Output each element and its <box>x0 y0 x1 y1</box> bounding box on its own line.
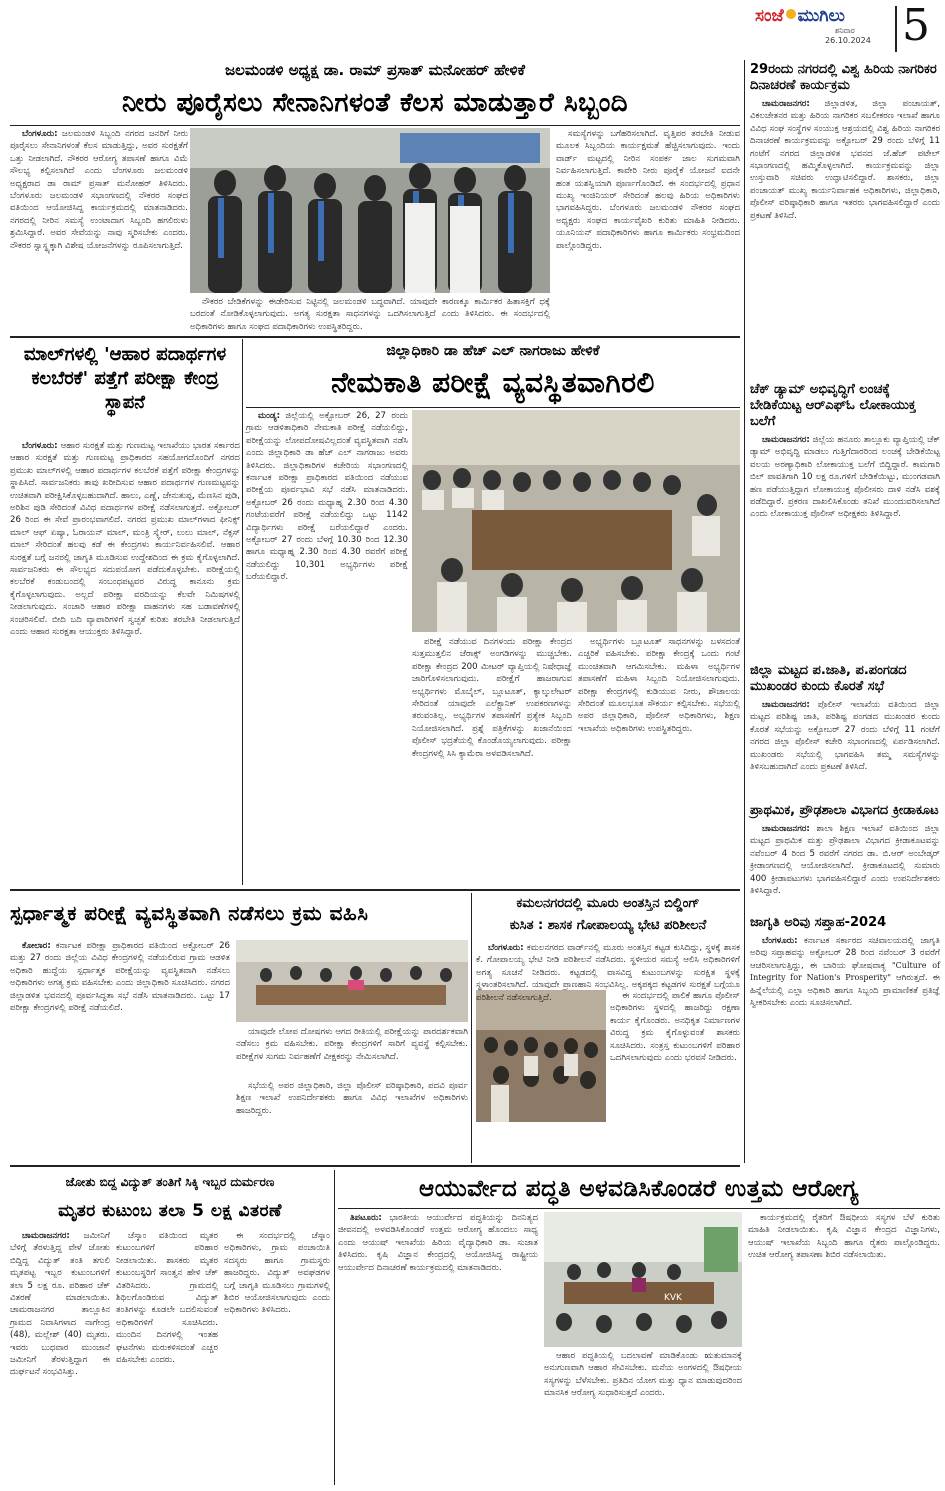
brand-name-red: ಸಂಜೆ <box>755 6 784 26</box>
story1-headline: ನೀರು ಪೂರೈಸಲು ಸೇನಾನಿಗಳಂತೆ ಕೆಲಸ ಮಾಡುತ್ತಾರೆ ಸಿಬ್ಬಂದಿ <box>121 88 629 118</box>
story3-photo <box>412 410 740 632</box>
masthead <box>745 0 945 58</box>
issue-date: 26.10.2024 <box>825 36 871 45</box>
sidebar-s2-headline: ಚೆಕ್ ಡ್ಯಾಮ್ ಅಭಿವೃದ್ಧಿಗೆ ಲಂಚಕ್ಕೆ ಬೇಡಿಕೆಯಿಟ್ಟ ಆರ್‌ಎಫ್‌ಓ ಲೋಕಾಯುಕ್ತ ಬಲೆಗೆ <box>750 382 916 429</box>
story6-col3: ಈ ಸಂದರ್ಭದಲ್ಲಿ ಚೆಸ್ಕಾಂ ಅಧಿಕಾರಿಗಳು, ಗ್ರಾಮ ಪಂಚಾಯಿತಿ ಸದಸ್ಯರು ಹಾಗೂ ಗ್ರಾಮಸ್ಥರು ಹಾಜರಿದ್ದರು. ವಿದ್ಯುತ್ ಅವಘಡಗಳ ಬಗ್ಗೆ ಜಾಗೃತಿ ಮೂಡಿಸಲು ಗ್ರಾಮಗಳಲ್ಲಿ ಶಿಬಿರ ಆಯೋಜಿಸಲಾಗುವುದು ಎಂದು ಅಧಿಕಾರಿಗಳು ತಿಳಿಸಿದರು. <box>224 1231 330 1316</box>
story4-headline: ಸ್ಪರ್ಧಾತ್ಮಕ ಪರೀಕ್ಷೆ ವ್ಯವಸ್ಥಿತವಾಗಿ ನಡೆಸಲು ಕ್ರಮ ವಹಿಸಿ <box>10 901 369 925</box>
sidebar-s3-headline: ಜಿಲ್ಲಾ ಮಟ್ಟದ ಪ.ಜಾತಿ, ಪ.ಪಂಗಡದ ಮುಖಂಡರ ಕುಂದು ಕೊರತೆ ಸಭೆ <box>750 663 907 694</box>
sidebar-s3-body: ಚಾಮರಾಜನಗರ: ಪೊಲೀಸ್ ಇಲಾಖೆಯ ವತಿಯಿಂದ ಜಿಲ್ಲಾ ಮಟ್ಟದ ಪರಿಶಿಷ್ಟ ಜಾತಿ, ಪರಿಶಿಷ್ಟ ಪಂಗಡದ ಮುಖಂಡರ ಕುಂದು ಕೊರತೆ ಸಭೆಯನ್ನು ಅಕ್ಟೋಬರ್ 27 ರಂದು ಬೆಳಿಗ್ಗೆ 11 ಗಂಟೆಗೆ ನಗರದ ಜಿಲ್ಲಾ ಪೊಲೀಸ್ ಕಚೇರಿ ಸಭಾಂಗಣದಲ್ಲಿ ಏರ್ಪಡಿಸಲಾಗಿದೆ. ಮುಖಂಡರು ಸಭೆಯಲ್ಲಿ ಭಾಗವಹಿಸಿ ತಮ್ಮ ಸಮಸ್ಯೆಗಳನ್ನು ತಿಳಿಸಬಹುದಾಗಿದೆ ಎಂದು ಪ್ರಕಟಣೆ ತಿಳಿಸಿದೆ. <box>750 700 940 773</box>
sidebar-s4-headline: ಪ್ರಾಥಮಿಕ, ಪ್ರೌಢಶಾಲಾ ವಿಭಾಗದ ಕ್ರೀಡಾಕೂಟ <box>750 803 939 818</box>
story2-body: ಬೆಂಗಳೂರು: ಆಹಾರ ಸುರಕ್ಷತೆ ಮತ್ತು ಗುಣಮಟ್ಟ ಇಲಾಖೆಯು ಭಾರತ ಸರ್ಕಾರದ ಆಹಾರ ಸುರಕ್ಷತೆ ಮತ್ತು ಗುಣಮಟ್ಟ ಪ್ರಾಧಿಕಾರದ ಸಹಯೋಗದೊಂದಿಗೆ ನಗರದ ಪ್ರಮುಖ ಮಾಲ್‌ಗಳಲ್ಲಿ ಆಹಾರ ಪದಾರ್ಥಗಳ ಕಲಬೆರಕೆ ಪತ್ತೆಗೆ ಪರೀಕ್ಷಾ ಕೇಂದ್ರಗಳನ್ನು ಸ್ಥಾಪಿಸಿದೆ. ಸಾರ್ವಜನಿಕರು ತಾವು ಖರೀದಿಸುವ ಆಹಾರ ಪದಾರ್ಥಗಳ ಗುಣಮಟ್ಟವನ್ನು ಉಚಿತವಾಗಿ ಪರೀಕ್ಷಿಸಿಕೊಳ್ಳಬಹುದಾಗಿದೆ. ಹಾಲು, ಎಣ್ಣೆ, ಜೇನುತುಪ್ಪ, ಮೆಣಸಿನ ಪುಡಿ, ಅರಿಶಿನ ಪುಡಿ ಸೇರಿದಂತೆ ವಿವಿಧ ಪದಾರ್ಥಗಳ ಪರೀಕ್ಷೆ ನಡೆಸಲಾಗುತ್ತದೆ. ಅಕ್ಟೋಬರ್ 26 ರಿಂದ ಈ ಸೇವೆ ಪ್ರಾರಂಭವಾಗಲಿದೆ. ನಗರದ ಪ್ರಮುಖ ಮಾಲ್‌ಗಳಾದ ಫೀನಿಕ್ಸ್ ಮಾಲ್ ಆಫ್ ಏಷ್ಯಾ, ಓರಾಯನ್ ಮಾಲ್, ಮಂತ್ರಿ ಸ್ಕ್ವೇರ್, ಲುಲು ಮಾಲ್, ನೆಕ್ಸಸ್ ಮಾಲ್ ಸೇರಿದಂತೆ ಹಲವು ಕಡೆ ಈ ಕೇಂದ್ರಗಳು ಕಾರ್ಯನಿರ್ವಹಿಸಲಿವೆ. ಆಹಾರ ಸುರಕ್ಷತೆ ಬಗ್ಗೆ ಜನರಲ್ಲಿ ಜಾಗೃತಿ ಮೂಡಿಸುವ ಉದ್ದೇಶದಿಂದ ಈ ಕ್ರಮ ಕೈಗೊಳ್ಳಲಾಗಿದೆ. ಸಾರ್ವಜನಿಕರು ಈ ಸೌಲಭ್ಯದ ಸದುಪಯೋಗ ಪಡೆದುಕೊಳ್ಳಬೇಕು. ಪರೀಕ್ಷೆಯಲ್ಲಿ ಕಲಬೆರಕೆ ಕಂಡುಬಂದಲ್ಲಿ ಸಂಬಂಧಪಟ್ಟವರ ವಿರುದ್ಧ ಕಾನೂನು ಕ್ರಮ ಕೈಗೊಳ್ಳಲಾಗುವುದು. ಅಲ್ಲದೆ ಪರೀಕ್ಷಾ ವರದಿಯನ್ನು ಕೆಲವೇ ನಿಮಿಷಗಳಲ್ಲಿ ನೀಡಲಾಗುವುದು. ಸಂಚಾರಿ ಆಹಾರ ಪರೀಕ್ಷಾ ವಾಹನಗಳು ಸಹ ಬಡಾವಣೆಗಳಲ್ಲಿ ಸಂಚರಿಸಲಿವೆ. ಬೀದಿ ಬದಿ ವ್ಯಾಪಾರಿಗಳಿಗೆ ಸ್ವಚ್ಛತೆ ಕುರಿತು ತರಬೇತಿ ನೀಡಲಾಗುತ್ತಿದೆ ಎಂದು ಆಹಾರ ಸುರಕ್ಷತಾ ಆಯುಕ್ತರು ತಿಳಿಸಿದ್ದಾರೆ. <box>10 441 240 638</box>
story7-col2: ಆಹಾರ ಪದ್ಧತಿಯಲ್ಲಿ ಬದಲಾವಣೆ ಮಾಡಿಕೊಂಡು ಋತುಮಾನಕ್ಕೆ ಅನುಗುಣವಾಗಿ ಆಹಾರ ಸೇವಿಸಬೇಕು. ಮನೆಯ ಅಂಗಳದಲ್ಲಿ ಔಷಧೀಯ ಸಸ್ಯಗಳನ್ನು ಬೆಳೆಸಬೇಕು. ಪ್ರತಿದಿನ ಯೋಗ ಮತ್ತು ಧ್ಯಾನ ಮಾಡುವುದರಿಂದ ಮಾನಸಿಕ ಆರೋಗ್ಯ ಸುಧಾರಿಸುತ್ತದೆ ಎಂದರು. <box>544 1351 742 1399</box>
story3-kicker: ಜಿಲ್ಲಾಧಿಕಾರಿ ಡಾ ಹೆಚ್ ಎಲ್ ನಾಗರಾಜು ಹೇಳಿಕೆ <box>386 343 600 359</box>
story3-col2: ಪರೀಕ್ಷೆ ನಡೆಯುವ ದಿನಗಳಂದು ಪರೀಕ್ಷಾ ಕೇಂದ್ರದ ಸುತ್ತಮುತ್ತಲಿನ ಜೆರಾಕ್ಸ್ ಅಂಗಡಿಗಳನ್ನು ಮುಚ್ಚಬೇಕು. ಪರೀಕ್ಷಾ ಕೇಂದ್ರದ 200 ಮೀಟರ್ ವ್ಯಾಪ್ತಿಯಲ್ಲಿ ನಿಷೇಧಾಜ್ಞೆ ಜಾರಿಗೊಳಿಸಲಾಗುವುದು. ಪರೀಕ್ಷೆಗೆ ಹಾಜರಾಗುವ ಅಭ್ಯರ್ಥಿಗಳು ಮೊಬೈಲ್, ಬ್ಲೂಟೂತ್, ಕ್ಯಾಲ್ಕುಲೇಟರ್ ಸೇರಿದಂತೆ ಯಾವುದೇ ಎಲೆಕ್ಟ್ರಾನಿಕ್ ಉಪಕರಣಗಳನ್ನು ತರುವಂತಿಲ್ಲ. ಅಭ್ಯರ್ಥಿಗಳ ತಪಾಸಣೆಗೆ ಪ್ರತ್ಯೇಕ ಸಿಬ್ಬಂದಿ ನಿಯೋಜಿಸಲಾಗಿದೆ. ಪ್ರಶ್ನೆ ಪತ್ರಿಕೆಗಳನ್ನು ಖಜಾನೆಯಿಂದ ಪೊಲೀಸ್ ಭದ್ರತೆಯಲ್ಲಿ ಕೊಂಡೊಯ್ಯಲಾಗುವುದು. ಪರೀಕ್ಷಾ ಕೇಂದ್ರಗಳಲ್ಲಿ ಸಿಸಿ ಕ್ಯಾಮೆರಾ ಅಳವಡಿಸಲಾಗಿದೆ. <box>412 637 572 759</box>
story1-photo <box>190 128 550 293</box>
story1-col1: ಬೆಂಗಳೂರು: ಜಲಮಂಡಳಿ ಸಿಬ್ಬಂದಿ ನಗರದ ಜನರಿಗೆ ನೀರು ಪೂರೈಸಲು ಸೇನಾನಿಗಳಂತೆ ಕೆಲಸ ಮಾಡುತ್ತಿದ್ದು, ಅವರ ಸುರಕ್ಷತೆಗೆ ಒತ್ತು ನೀಡಲಾಗಿದೆ. ನೌಕರರ ಆರೋಗ್ಯ ತಪಾಸಣೆ ಹಾಗೂ ವಿಮೆ ಸೌಲಭ್ಯ ಕಲ್ಪಿಸಲಾಗಿದೆ ಎಂದು ಬೆಂಗಳೂರು ಜಲಮಂಡಳಿ ಅಧ್ಯಕ್ಷರಾದ ಡಾ ರಾಮ್ ಪ್ರಸಾತ್ ಮನೋಹರ್ ತಿಳಿಸಿದರು. ಬೆಂಗಳೂರು ಜಲಮಂಡಳಿ ಸಭಾಂಗಣದಲ್ಲಿ ನೌಕರರ ಸಂಘದ ವತಿಯಿಂದ ಆಯೋಜಿಸಿದ್ದ ಕಾರ್ಯಕ್ರಮದಲ್ಲಿ ಮಾತನಾಡಿದರು. ನಗರದಲ್ಲಿ ನೀರಿನ ಸಮಸ್ಯೆ ಉಂಟಾದಾಗ ಸಿಬ್ಬಂದಿ ಹಗಲಿರುಳು ಶ್ರಮಿಸಿದ್ದಾರೆ. ಅವರ ಸೇವೆಯನ್ನು ನಾವು ಸ್ಮರಿಸಬೇಕು ಎಂದರು. ನೌಕರರ ಸ್ವಾಸ್ಥ್ಯಕ್ಕಾಗಿ ವಿಶೇಷ ಯೋಜನೆಗಳನ್ನು ರೂಪಿಸಲಾಗುತ್ತಿದೆ. <box>10 129 188 251</box>
story1-col3: ಸಮಸ್ಯೆಗಳನ್ನು ಬಗೆಹರಿಸಲಾಗಿದೆ. ವೃತ್ತಿಪರ ತರಬೇತಿ ನೀಡುವ ಮೂಲಕ ಸಿಬ್ಬಂದಿಯ ಕಾರ್ಯಕ್ಷಮತೆ ಹೆಚ್ಚಿಸಲಾಗುವುದು. ಇಂದು ವಾರ್ಡ್ ಮಟ್ಟದಲ್ಲಿ ನೀರಿನ ಸಂಪರ್ಕ ಜಾಲ ಸುಗಮವಾಗಿ ನಿರ್ವಹಿಸಲಾಗುತ್ತಿದೆ. ಕಾವೇರಿ ನೀರು ಪೂರೈಕೆ ಯೋಜನೆ ಐದನೇ ಹಂತ ಯಶಸ್ವಿಯಾಗಿ ಪೂರ್ಣಗೊಂಡಿದೆ. ಈ ಸಂದರ್ಭದಲ್ಲಿ ಪ್ರಧಾನ ಮುಖ್ಯ ಇಂಜಿನಿಯರ್ ಸೇರಿದಂತೆ ಹಲವು ಹಿರಿಯ ಅಧಿಕಾರಿಗಳು ಭಾಗವಹಿಸಿದ್ದರು. ಬೆಂಗಳೂರು ಜಲಮಂಡಳಿ ನೌಕರರ ಸಂಘದ ಅಧ್ಯಕ್ಷರು ಸಂಘದ ಕಾರ್ಯವೈಖರಿ ಕುರಿತು ಮಾಹಿತಿ ನೀಡಿದರು. ಯೂನಿಯನ್ ಪದಾಧಿಕಾರಿಗಳು ಹಾಗೂ ಕಾರ್ಮಿಕರು ಸಂಭ್ರಮದಿಂದ ಪಾಲ್ಗೊಂಡಿದ್ದರು. <box>556 129 740 251</box>
story7-photo <box>544 1212 742 1347</box>
story3-headline: ನೇಮಕಾತಿ ಪರೀಕ್ಷೆ ವ್ಯವಸ್ಥಿತವಾಗಿರಲಿ <box>331 366 655 399</box>
story7-col1: ತಿಪಟೂರು: ಭಾರತೀಯ ಆಯುರ್ವೇದ ಪದ್ಧತಿಯನ್ನು ದಿನನಿತ್ಯದ ಜೀವನದಲ್ಲಿ ಅಳವಡಿಸಿಕೊಂಡರೆ ಉತ್ತಮ ಆರೋಗ್ಯ ಹೊಂದಲು ಸಾಧ್ಯ ಎಂದು ಆಯುಷ್ ಇಲಾಖೆಯ ಹಿರಿಯ ವೈದ್ಯಾಧಿಕಾರಿ ಡಾ. ಸುಜಾತ ತಿಳಿಸಿದರು. ಕೃಷಿ ವಿಜ್ಞಾನ ಕೇಂದ್ರದಲ್ಲಿ ಆಯೋಜಿಸಿದ್ದ ರಾಷ್ಟ್ರೀಯ ಆಯುರ್ವೇದ ದಿನಾಚರಣೆ ಕಾರ್ಯಕ್ರಮದಲ್ಲಿ ಮಾತನಾಡಿದರು. <box>338 1213 538 1273</box>
sidebar-s1-headline: 29ರಂದು ನಗರದಲ್ಲಿ ವಿಶ್ವ ಹಿರಿಯ ನಾಗರಿಕರ ದಿನಾಚರಣೆ ಕಾರ್ಯಕ್ರಮ <box>750 62 937 93</box>
story6-col1: ಚಾಮರಾಜನಗರ: ಜಮೀನಿಗೆ ಬೆಳಿಗ್ಗೆ ತೆರಳುತ್ತಿದ್ದ ವೇಳೆ ಜೋತು ಬಿದ್ದಿದ್ದ ವಿದ್ಯುತ್ ತಂತಿ ತಗುಲಿ ಮೃತಪಟ್ಟ ಇಬ್ಬರ ಕುಟುಂಬಗಳಿಗೆ ತಲಾ 5 ಲಕ್ಷ ರೂ. ಪರಿಹಾರ ಚೆಕ್ ವಿತರಣೆ ಮಾಡಲಾಯಿತು. ಚಾಮರಾಜನಗರ ತಾಲ್ಲೂಕಿನ ಗ್ರಾಮದ ನಿವಾಸಿಗಳಾದ ನಾಗೇಂದ್ರ (48), ಮಲ್ಲೇಶ್ (40) ಮೃತರು. ಇವರು ಬುಧವಾರ ಮುಂಜಾನೆ ಜಮೀನಿಗೆ ತೆರಳುತ್ತಿದ್ದಾಗ ಈ ದುರ್ಘಟನೆ ಸಂಭವಿಸಿತ್ತು. <box>10 1231 110 1378</box>
story7-col3: ಕಾರ್ಯಕ್ರಮದಲ್ಲಿ ರೈತರಿಗೆ ಔಷಧೀಯ ಸಸ್ಯಗಳ ಬೆಳೆ ಕುರಿತು ಮಾಹಿತಿ ನೀಡಲಾಯಿತು. ಕೃಷಿ ವಿಜ್ಞಾನ ಕೇಂದ್ರದ ವಿಜ್ಞಾನಿಗಳು, ಆಯುಷ್ ಇಲಾಖೆಯ ಸಿಬ್ಬಂದಿ ಹಾಗೂ ರೈತರು ಪಾಲ್ಗೊಂಡಿದ್ದರು. ಉಚಿತ ಆರೋಗ್ಯ ತಪಾಸಣಾ ಶಿಬಿರ ನಡೆಸಲಾಯಿತು. <box>748 1213 940 1261</box>
story5-photo <box>476 990 606 1122</box>
story2-headline-box: ಮಾಲ್‌ಗಳಲ್ಲಿ 'ಆಹಾರ ಪದಾರ್ಥಗಳ ಕಲಬೆರಕೆ' ಪತ್ತೆಗೆ ಪರೀಕ್ಷಾ ಕೇಂದ್ರ ಸ್ಥಾಪನೆ <box>23 344 227 413</box>
sidebar-s2-body: ಚಾಮರಾಜನಗರ: ಜಿಲ್ಲೆಯ ಹನೂರು ತಾಲ್ಲೂಕು ವ್ಯಾಪ್ತಿಯಲ್ಲಿ ಚೆಕ್ ಡ್ಯಾಮ್ ಅಭಿವೃದ್ಧಿ ಮಾಡಲು ಗುತ್ತಿಗೆದಾರರಿಂದ ಲಂಚಕ್ಕೆ ಬೇಡಿಕೆಯಿಟ್ಟ ವಲಯ ಅರಣ್ಯಾಧಿಕಾರಿ ಲೋಕಾಯುಕ್ತ ಬಲೆಗೆ ಬಿದ್ದಿದ್ದಾರೆ. ಕಾಮಗಾರಿ ಬಿಲ್ ಪಾವತಿಗಾಗಿ 10 ಲಕ್ಷ ರೂ.ಗಳಿಗೆ ಬೇಡಿಕೆಯಿಟ್ಟು, ಮುಂಗಡವಾಗಿ ಹಣ ಪಡೆಯುತ್ತಿದ್ದಾಗ ಲೋಕಾಯುಕ್ತ ಪೊಲೀಸರು ದಾಳಿ ನಡೆಸಿ ವಶಕ್ಕೆ ಪಡೆದಿದ್ದಾರೆ. ಪ್ರಕರಣ ದಾಖಲಿಸಿಕೊಂಡು ತನಿಖೆ ಮುಂದುವರಿಸಲಾಗಿದೆ ಎಂದು ಲೋಕಾಯುಕ್ತ ಪೊಲೀಸ್ ಅಧೀಕ್ಷಕರು ತಿಳಿಸಿದ್ದಾರೆ. <box>750 435 940 520</box>
story3-col3: ಅಭ್ಯರ್ಥಿಗಳು ಬ್ಲೂಟೂತ್ ಸಾಧನಗಳನ್ನು ಬಳಸದಂತೆ ಎಚ್ಚರಿಕೆ ವಹಿಸಬೇಕು. ಪರೀಕ್ಷಾ ಕೇಂದ್ರಕ್ಕೆ ಒಂದು ಗಂಟೆ ಮುಂಚಿತವಾಗಿ ಆಗಮಿಸಬೇಕು. ಮಹಿಳಾ ಅಭ್ಯರ್ಥಿಗಳ ತಪಾಸಣೆಗೆ ಮಹಿಳಾ ಸಿಬ್ಬಂದಿ ನಿಯೋಜಿಸಲಾಗುವುದು. ಪರೀಕ್ಷಾ ಕೇಂದ್ರಗಳಲ್ಲಿ ಕುಡಿಯುವ ನೀರು, ಶೌಚಾಲಯ ಸೇರಿದಂತೆ ಮೂಲಭೂತ ಸೌಕರ್ಯ ಕಲ್ಪಿಸಬೇಕು. ಸಭೆಯಲ್ಲಿ ಅಪರ ಜಿಲ್ಲಾಧಿಕಾರಿ, ಪೊಲೀಸ್ ಅಧಿಕಾರಿಗಳು, ಶಿಕ್ಷಣ ಇಲಾಖೆಯ ಅಧಿಕಾರಿಗಳು ಉಪಸ್ಥಿತರಿದ್ದರು. <box>578 637 740 734</box>
story4-col1: ಕೋಲಾರ: ಕರ್ನಾಟಕ ಪರೀಕ್ಷಾ ಪ್ರಾಧಿಕಾರದ ವತಿಯಿಂದ ಅಕ್ಟೋಬರ್ 26 ಮತ್ತು 27 ರಂದು ಜಿಲ್ಲೆಯ ವಿವಿಧ ಕೇಂದ್ರಗಳಲ್ಲಿ ನಡೆಯಲಿರುವ ಗ್ರಾಮ ಆಡಳಿತ ಅಧಿಕಾರಿ ಹುದ್ದೆಯ ಸ್ಪರ್ಧಾತ್ಮಕ ಪರೀಕ್ಷೆಯನ್ನು ವ್ಯವಸ್ಥಿತವಾಗಿ ನಡೆಸಲು ಅಧಿಕಾರಿಗಳು ಅಗತ್ಯ ಕ್ರಮ ವಹಿಸಬೇಕು ಎಂದು ಜಿಲ್ಲಾಧಿಕಾರಿ ಸೂಚಿಸಿದರು. ನಗರದ ಜಿಲ್ಲಾಡಳಿತ ಭವನದಲ್ಲಿ ಪೂರ್ವಸಿದ್ಧತಾ ಸಭೆ ನಡೆಸಿ ಮಾತನಾಡಿದರು. ಒಟ್ಟು 17 ಪರೀಕ್ಷಾ ಕೇಂದ್ರಗಳಲ್ಲಿ ಪರೀಕ್ಷೆ ನಡೆಯಲಿದೆ. <box>10 941 231 1014</box>
story6-col2: ಚೆಸ್ಕಾಂ ವತಿಯಿಂದ ಮೃತರ ಕುಟುಂಬಗಳಿಗೆ ಪರಿಹಾರ ನೀಡಲಾಯಿತು. ಶಾಸಕರು ಮೃತರ ಕುಟುಂಬಸ್ಥರಿಗೆ ಸಾಂತ್ವನ ಹೇಳಿ ಚೆಕ್ ವಿತರಿಸಿದರು. ಗ್ರಾಮದಲ್ಲಿ ಶಿಥಿಲಗೊಂಡಿರುವ ವಿದ್ಯುತ್ ತಂತಿಗಳನ್ನು ಕೂಡಲೇ ಬದಲಿಸುವಂತೆ ಅಧಿಕಾರಿಗಳಿಗೆ ಸೂಚಿಸಿದರು. ಮುಂದಿನ ದಿನಗಳಲ್ಲಿ ಇಂತಹ ಘಟನೆಗಳು ಮರುಕಳಿಸದಂತೆ ಎಚ್ಚರ ವಹಿಸಬೇಕು ಎಂದರು. <box>116 1231 218 1366</box>
story7-headline: ಆಯುರ್ವೇದ ಪದ್ಧತಿ ಅಳವಡಿಸಿಕೊಂಡರೆ ಉತ್ತಮ ಆರೋಗ್ಯ <box>419 1176 859 1202</box>
issue-day: ಶನಿವಾರ <box>835 26 855 35</box>
story1-kicker: ಜಲಮಂಡಳಿ ಅಧ್ಯಕ್ಷ ಡಾ. ರಾಮ್ ಪ್ರಸಾತ್ ಮನೋಹರ್ ಹೇಳಿಕೆ <box>225 61 525 79</box>
story5-headline: ಕಮಲನಗರದಲ್ಲಿ ಮೂರು ಅಂತಸ್ತಿನ ಬಿಲ್ಡಿಂಗ್ ಕುಸಿತ : ಶಾಸಕ ಗೋಪಾಲಯ್ಯ ಭೇಟಿ ಪರಿಶೀಲನೆ <box>509 896 707 933</box>
sun-icon <box>786 9 796 19</box>
svg-text:KVK: KVK <box>664 1293 682 1303</box>
story5-body-side: ಈ ಸಂದರ್ಭದಲ್ಲಿ ಪಾಲಿಕೆ ಹಾಗೂ ಪೊಲೀಸ್ ಅಧಿಕಾರಿಗಳು ಸ್ಥಳದಲ್ಲಿ ಹಾಜರಿದ್ದು ರಕ್ಷಣಾ ಕಾರ್ಯ ಕೈಗೊಂಡರು. ಅನಧಿಕೃತ ನಿರ್ಮಾಣಗಳ ವಿರುದ್ಧ ಕ್ರಮ ಕೈಗೊಳ್ಳುವಂತೆ ಶಾಸಕರು ಸೂಚಿಸಿದರು. ಸಂತ್ರಸ್ತ ಕುಟುಂಬಗಳಿಗೆ ಪರಿಹಾರ ಒದಗಿಸಲಾಗುವುದು ಎಂದು ಭರವಸೆ ನೀಡಿದರು. <box>610 991 740 1064</box>
sidebar-s5-body: ಬೆಂಗಳೂರು: ಕರ್ನಾಟಕ ಸರ್ಕಾರದ ಸಚಿವಾಲಯದಲ್ಲಿ ಜಾಗೃತಿ ಅರಿವು ಸಪ್ತಾಹವನ್ನು ಅಕ್ಟೋಬರ್ 28 ರಿಂದ ನವೆಂಬರ್ 3 ರವರೆಗೆ ಆಚರಿಸಲಾಗುತ್ತಿದ್ದು, ಈ ಬಾರಿಯ ಘೋಷವಾಕ್ಯ "Culture of Integrity for Nation's Prosperity" ಆಗಿರುತ್ತದೆ. ಈ ಹಿನ್ನೆಲೆಯಲ್ಲಿ ಎಲ್ಲಾ ಅಧಿಕಾರಿ ಹಾಗೂ ಸಿಬ್ಬಂದಿ ಪ್ರಾಮಾಣಿಕತೆ ಪ್ರತಿಜ್ಞೆ ಸ್ವೀಕರಿಸಬೇಕು ಎಂದು ಸೂಚಿಸಲಾಗಿದೆ. <box>750 936 940 1009</box>
story4-col2: ಯಾವುದೇ ಲೋಪ ದೋಷಗಳು ಆಗದ ರೀತಿಯಲ್ಲಿ ಪರೀಕ್ಷೆಯನ್ನು ಪಾರದರ್ಶಕವಾಗಿ ನಡೆಸಲು ಕ್ರಮ ವಹಿಸಬೇಕು. ಪರೀಕ್ಷಾ ಕೇಂದ್ರಗಳಿಗೆ ಸಾರಿಗೆ ವ್ಯವಸ್ಥೆ ಕಲ್ಪಿಸಬೇಕು. ಪರೀಕ್ಷೆಗಳ ಸುಗಮ ನಿರ್ವಹಣೆಗೆ ವೀಕ್ಷಕರನ್ನು ನೇಮಿಸಲಾಗಿದೆ. <box>236 1027 468 1062</box>
sidebar <box>750 62 940 1162</box>
brand-name-blue: ಮುಗಿಲು <box>797 6 845 26</box>
story3-col1: ಮಂಡ್ಯ: ಜಿಲ್ಲೆಯಲ್ಲಿ ಅಕ್ಟೋಬರ್ 26, 27 ರಂದು ಗ್ರಾಮ ಆಡಳಿತಾಧಿಕಾರಿ ನೇಮಕಾತಿ ಪರೀಕ್ಷೆ ನಡೆಯಲಿದ್ದು, ಪರೀಕ್ಷೆಯನ್ನು ಲೋಪದೋಷವಿಲ್ಲದಂತೆ ವ್ಯವಸ್ಥಿತವಾಗಿ ನಡೆಸಿ ಎಂದು ಜಿಲ್ಲಾಧಿಕಾರಿ ಡಾ ಹೆಚ್ ಎಲ್ ನಾಗರಾಜು ಅವರು ತಿಳಿಸಿದರು. ಜಿಲ್ಲಾಧಿಕಾರಿಗಳ ಕಚೇರಿಯ ಸಭಾಂಗಣದಲ್ಲಿ ಕರ್ನಾಟಕ ಪರೀಕ್ಷಾ ಪ್ರಾಧಿಕಾರದ ವತಿಯಿಂದ ನಡೆಯುವ ಪರೀಕ್ಷೆಯ ಪೂರ್ವಭಾವಿ ಸಭೆ ನಡೆಸಿ ಮಾತನಾಡಿದರು. ಅಕ್ಟೋಬರ್ 26 ರಂದು ಮಧ್ಯಾಹ್ನ 2.30 ರಿಂದ 4.30 ಗಂಟೆಯವರೆಗೆ ಪರೀಕ್ಷೆ ನಡೆಯಲಿದ್ದು ಒಟ್ಟು 1142 ವಿದ್ಯಾರ್ಥಿಗಳು ಪರೀಕ್ಷೆ ಬರೆಯಲಿದ್ದಾರೆ ಎಂದರು. ಅಕ್ಟೋಬರ್ 27 ರಂದು ಬೆಳಗ್ಗೆ 10.30 ರಿಂದ 12.30 ಹಾಗೂ ಮಧ್ಯಾಹ್ನ 2.30 ರಿಂದ 4.30 ರವರೆಗೆ ಪರೀಕ್ಷೆ ನಡೆಯಲಿದ್ದು 10,301 ಅಭ್ಯರ್ಥಿಗಳು ಪರೀಕ್ಷೆ ಬರೆಯಲಿದ್ದಾರೆ. <box>246 411 408 583</box>
sidebar-s5-slogan: "Culture of Integrity for Nation's Prosperity" <box>750 960 940 983</box>
sidebar-s5-headline: ಜಾಗೃತಿ ಅರಿವು ಸಪ್ತಾಹ-2024 <box>750 915 887 930</box>
story1-col2: ನೌಕರರ ಬೇಡಿಕೆಗಳನ್ನು ಈಡೇರಿಸುವ ನಿಟ್ಟಿನಲ್ಲಿ ಜಲಮಂಡಳಿ ಬದ್ಧವಾಗಿದೆ. ಯಾವುದೇ ಕಾರಣಕ್ಕೂ ಕಾರ್ಮಿಕರ ಹಿತಾಸಕ್ತಿಗೆ ಧಕ್ಕೆ ಬರದಂತೆ ನೋಡಿಕೊಳ್ಳಲಾಗುವುದು. ಅಗತ್ಯ ಸುರಕ್ಷತಾ ಸಾಧನಗಳನ್ನು ಒದಗಿಸಲಾಗುತ್ತಿದೆ ಎಂದು ತಿಳಿಸಿದರು. ಈ ಸಂದರ್ಭದಲ್ಲಿ ಅಧಿಕಾರಿಗಳು ಹಾಗೂ ಸಂಘದ ಪದಾಧಿಕಾರಿಗಳು ಉಪಸ್ಥಿತರಿದ್ದರು. <box>190 297 550 332</box>
sidebar-s4-body: ಚಾಮರಾಜನಗರ: ಶಾಲಾ ಶಿಕ್ಷಣ ಇಲಾಖೆ ವತಿಯಿಂದ ಜಿಲ್ಲಾ ಮಟ್ಟದ ಪ್ರಾಥಮಿಕ ಮತ್ತು ಪ್ರೌಢಶಾಲಾ ವಿಭಾಗದ ಕ್ರೀಡಾಕೂಟವನ್ನು ನವೆಂಬರ್ 4 ರಿಂದ 5 ರವರೆಗೆ ನಗರದ ಡಾ. ಬಿ.ಆರ್ ಅಂಬೇಡ್ಕರ್ ಕ್ರೀಡಾಂಗಣದಲ್ಲಿ ಆಯೋಜಿಸಲಾಗಿದೆ. ಕ್ರೀಡಾಕೂಟದಲ್ಲಿ ಸುಮಾರು 400 ಕ್ರೀಡಾಪಟುಗಳು ಭಾಗವಹಿಸಲಿದ್ದಾರೆ ಎಂದು ಉಪನಿರ್ದೇಶಕರು ತಿಳಿಸಿದ್ದಾರೆ. <box>750 824 940 897</box>
sidebar-s1-body: ಚಾಮರಾಜನಗರ: ಜಿಲ್ಲಾಡಳಿತ, ಜಿಲ್ಲಾ ಪಂಚಾಯತ್, ವಿಕಲಚೇತನರ ಮತ್ತು ಹಿರಿಯ ನಾಗರಿಕರ ಸಬಲೀಕರಣ ಇಲಾಖೆ ಹಾಗೂ ವಿವಿಧ ಸಂಘ ಸಂಸ್ಥೆಗಳ ಸಂಯುಕ್ತ ಆಶ್ರಯದಲ್ಲಿ ವಿಶ್ವ ಹಿರಿಯ ನಾಗರಿಕರ ದಿನಾಚರಣೆ ಕಾರ್ಯಕ್ರಮವನ್ನು ಅಕ್ಟೋಬರ್ 29 ರಂದು ಬೆಳಿಗ್ಗೆ 11 ಗಂಟೆಗೆ ನಗರದ ಜಿಲ್ಲಾಡಳಿತ ಭವನದ ಜೆ.ಹೆಚ್ ಪಟೇಲ್ ಸಭಾಂಗಣದಲ್ಲಿ ಹಮ್ಮಿಕೊಳ್ಳಲಾಗಿದೆ. ಕಾರ್ಯಕ್ರಮವನ್ನು ಜಿಲ್ಲಾ ಉಸ್ತುವಾರಿ ಸಚಿವರು ಉದ್ಘಾಟಿಸಲಿದ್ದಾರೆ. ಶಾಸಕರು, ಜಿಲ್ಲಾ ಪಂಚಾಯತ್ ಮುಖ್ಯ ಕಾರ್ಯನಿರ್ವಾಹಕ ಅಧಿಕಾರಿಗಳು, ಜಿಲ್ಲಾಧಿಕಾರಿ, ಪೊಲೀಸ್ ವರಿಷ್ಠಾಧಿಕಾರಿ ಹಾಗೂ ಇತರರು ಭಾಗವಹಿಸಲಿದ್ದಾರೆ ಎಂದು ಪ್ರಕಟಣೆ ತಿಳಿಸಿದೆ. <box>750 99 941 221</box>
story6-headline: ಮೃತರ ಕುಟುಂಬ ತಲಾ 5 ಲಕ್ಷ ವಿತರಣೆ <box>58 1201 282 1221</box>
page-number: 5 <box>902 0 930 51</box>
story5-body: ಬೆಂಗಳೂರು: ಕಮಲನಗರದ ವಾರ್ಡ್‌ನಲ್ಲಿ ಮೂರು ಅಂತಸ್ತಿನ ಕಟ್ಟಡ ಕುಸಿದಿದ್ದು, ಸ್ಥಳಕ್ಕೆ ಶಾಸಕ ಕೆ. ಗೋಪಾಲಯ್ಯ ಭೇಟಿ ನೀಡಿ ಪರಿಶೀಲನೆ ನಡೆಸಿದರು. ಸ್ಥಳೀಯರ ಸಮಸ್ಯೆ ಆಲಿಸಿ ಅಧಿಕಾರಿಗಳಿಗೆ ಅಗತ್ಯ ಸೂಚನೆ ನೀಡಿದರು. ಕಟ್ಟಡದಲ್ಲಿ ವಾಸವಿದ್ದ ಕುಟುಂಬಗಳನ್ನು ಸುರಕ್ಷಿತ ಸ್ಥಳಕ್ಕೆ ಸ್ಥಳಾಂತರಿಸಲಾಗಿದೆ. ಯಾವುದೇ ಪ್ರಾಣಹಾನಿ ಸಂಭವಿಸಿಲ್ಲ. ಅಕ್ಕಪಕ್ಕದ ಕಟ್ಟಡಗಳ ಸುರಕ್ಷತೆ ಬಗ್ಗೆಯೂ ಪರಿಶೀಲನೆ ನಡೆಸಲಾಗುತ್ತಿದೆ. <box>476 943 740 1003</box>
story4-col3: ಸಭೆಯಲ್ಲಿ ಅಪರ ಜಿಲ್ಲಾಧಿಕಾರಿ, ಜಿಲ್ಲಾ ಪೊಲೀಸ್ ವರಿಷ್ಠಾಧಿಕಾರಿ, ಪದವಿ ಪೂರ್ವ ಶಿಕ್ಷಣ ಇಲಾಖೆ ಉಪನಿರ್ದೇಶಕರು ಹಾಗೂ ವಿವಿಧ ಇಲಾಖೆಗಳ ಅಧಿಕಾರಿಗಳು ಹಾಜರಿದ್ದರು. <box>236 1081 468 1116</box>
story6-kicker: ಜೋತು ಬಿದ್ದ ವಿದ್ಯುತ್ ತಂತಿಗೆ ಸಿಕ್ಕಿ ಇಬ್ಬರ ದುರ್ಮರಣ <box>65 1175 275 1189</box>
brand-logo <box>755 6 890 28</box>
story4-photo <box>236 940 468 1022</box>
